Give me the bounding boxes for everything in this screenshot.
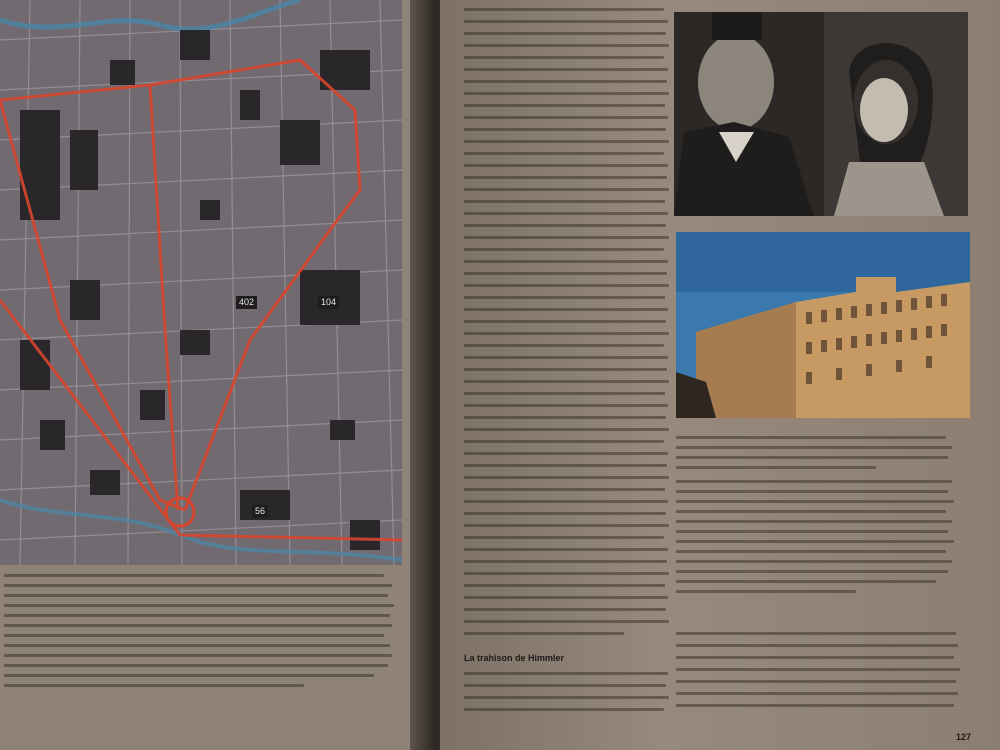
building-photo	[676, 232, 970, 418]
map-label: 56	[252, 505, 268, 518]
map-caption	[4, 570, 396, 700]
right-page	[440, 0, 1000, 750]
left-page	[0, 0, 418, 750]
section-heading: La trahison de Himmler	[464, 653, 565, 663]
article-column	[464, 0, 682, 720]
city-map	[0, 0, 402, 565]
map-label: 402	[236, 296, 257, 309]
page-number: 127	[956, 732, 972, 742]
portrait-photo	[674, 12, 968, 216]
map-label: 104	[318, 296, 339, 309]
photo-captions	[676, 420, 976, 720]
map-graphic	[0, 0, 402, 565]
